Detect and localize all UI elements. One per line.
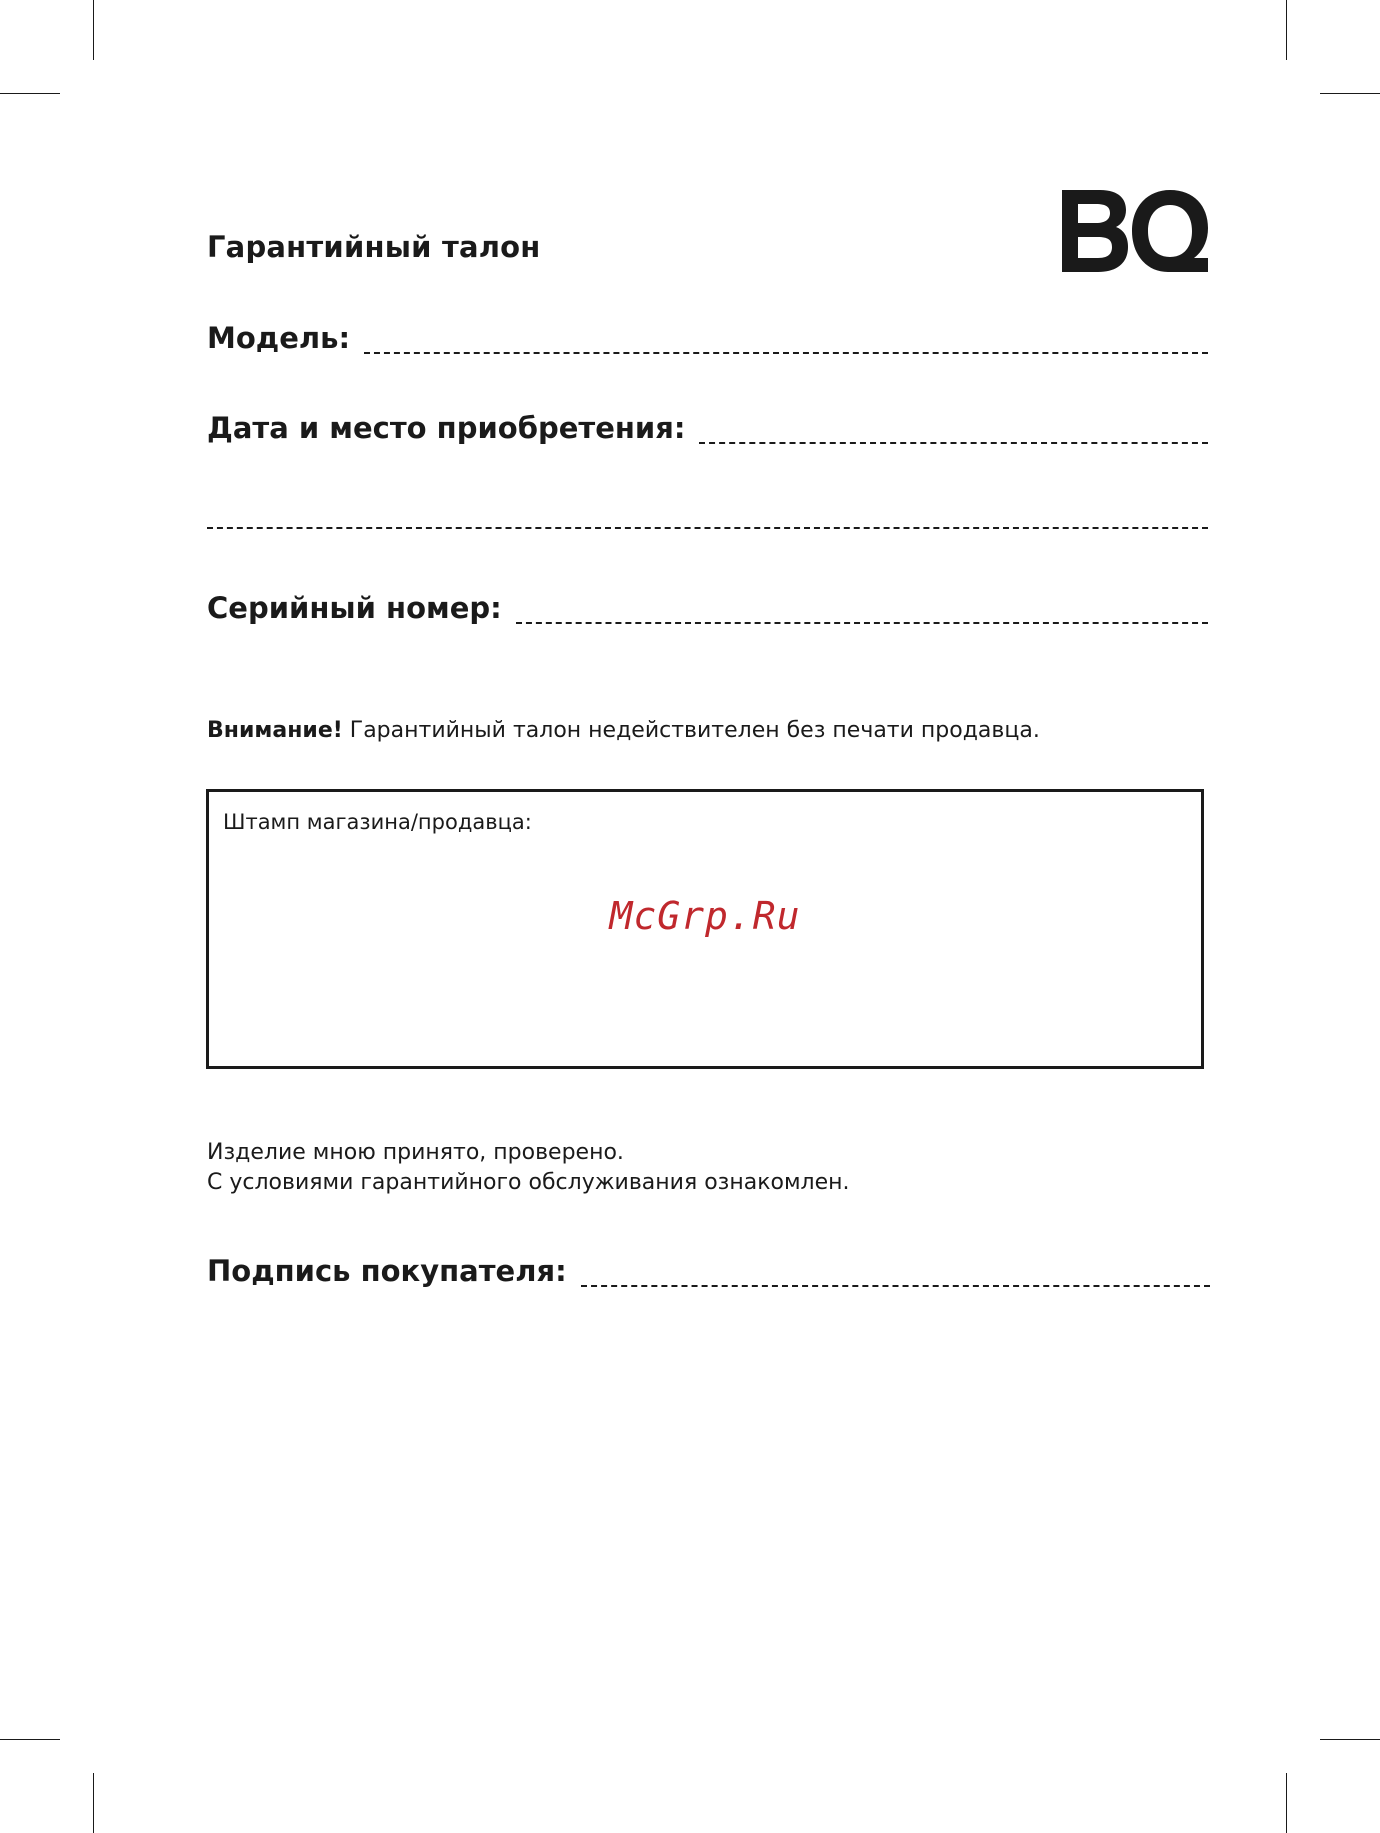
model-label: Модель: — [207, 321, 351, 355]
purchase-field[interactable] — [207, 408, 1208, 448]
crop-mark — [1320, 93, 1380, 94]
serial-input-line[interactable] — [516, 622, 1208, 624]
crop-mark — [93, 0, 94, 60]
notice-bold: Внимание! — [207, 718, 343, 743]
crop-mark — [93, 1773, 94, 1833]
crop-mark — [1320, 1739, 1380, 1740]
serial-field[interactable] — [207, 588, 1208, 628]
crop-mark — [0, 93, 60, 94]
acceptance-line-2: С условиями гарантийного обслуживания ознакомлен. — [207, 1170, 850, 1195]
signature-field[interactable] — [207, 1251, 1210, 1291]
serial-label: Серийный номер: — [207, 591, 502, 625]
notice-text: Гарантийный талон недействителен без печати продавца. — [342, 718, 1040, 743]
signature-label: Подпись покупателя: — [207, 1254, 567, 1288]
purchase-input-line[interactable] — [699, 442, 1208, 444]
acceptance-text — [207, 1138, 850, 1198]
acceptance-line-1: Изделие мною принято, проверено. — [207, 1140, 624, 1165]
page-title: Гарантийный талон — [207, 230, 541, 264]
crop-mark — [0, 1739, 60, 1740]
model-input-line[interactable] — [364, 352, 1208, 354]
crop-mark — [1286, 1773, 1287, 1833]
purchase-label: Дата и место приобретения: — [207, 411, 686, 445]
model-field[interactable] — [207, 318, 1208, 358]
stamp-box[interactable] — [206, 789, 1204, 1069]
crop-mark — [1286, 0, 1287, 60]
bq-logo — [1062, 190, 1208, 272]
signature-input-line[interactable] — [581, 1285, 1210, 1287]
watermark: McGrp.Ru — [609, 894, 801, 938]
stamp-label: Штамп магазина/продавца: — [223, 810, 532, 834]
warranty-notice — [207, 718, 1040, 743]
purchase-extra-line[interactable] — [207, 527, 1208, 529]
